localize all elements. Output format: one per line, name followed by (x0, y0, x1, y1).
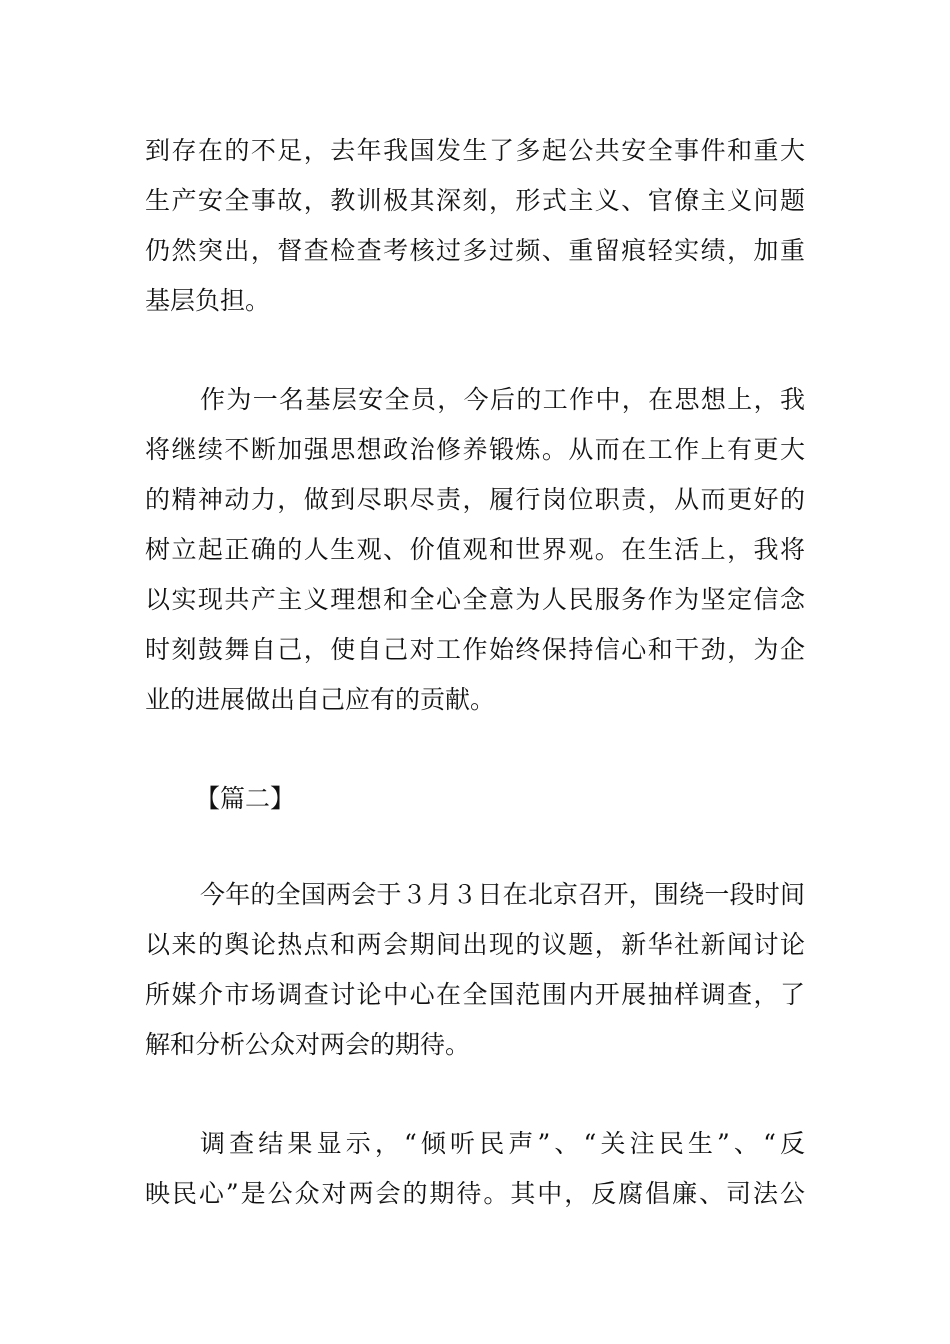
paragraph-two-sessions (145, 870, 805, 1070)
text-line: 仍然突出，督查检查考核过多过频、重留痕轻实绩，加重 (145, 236, 805, 265)
text-line: 以实现共产主义理想和全心全意为人民服务作为坚定信念 (145, 585, 805, 614)
text-line: 到存在的不足，去年我国发生了多起公共安全事件和重大 (145, 136, 805, 165)
text-line: 业的进展做出自己应有的贡献。 (145, 685, 496, 714)
text-line: 树立起正确的人生观、价值观和世界观。在生活上，我将 (145, 535, 805, 564)
paragraph-safety-officer (145, 375, 805, 725)
paragraph-shortcomings (145, 126, 805, 326)
text-line: 生产安全事故，教训极其深刻，形式主义、官僚主义问题 (145, 186, 805, 215)
text-line: 将继续不断加强思想政治修养锻炼。从而在工作上有更大 (145, 435, 805, 464)
text-line: 今年的全国两会于３月３日在北京召开，围绕一段时间 (200, 880, 805, 909)
text-line: 调查结果显示，“倾听民声”、“关注民生”、“反 (200, 1129, 805, 1158)
text-line: 以来的舆论热点和两会期间出现的议题，新华社新闻讨论 (145, 930, 805, 959)
text-line: 解和分析公众对两会的期待。 (145, 1030, 471, 1059)
text-line: 映民心”是公众对两会的期待。其中，反腐倡廉、司法公 (145, 1179, 805, 1208)
text-line: 所媒介市场调查讨论中心在全国范围内开展抽样调查，了 (145, 980, 805, 1009)
text-line: 时刻鼓舞自己，使自己对工作始终保持信心和干劲，为企 (145, 635, 805, 664)
paragraph-survey-results (145, 1119, 805, 1219)
text-line: 的精神动力，做到尽职尽责，履行岗位职责，从而更好的 (145, 485, 805, 514)
text-line: 基层负担。 (145, 286, 271, 315)
text-line: 作为一名基层安全员，今后的工作中，在思想上，我 (200, 385, 805, 414)
section-heading-text: 【篇二】 (195, 784, 296, 813)
section-heading (195, 774, 855, 824)
